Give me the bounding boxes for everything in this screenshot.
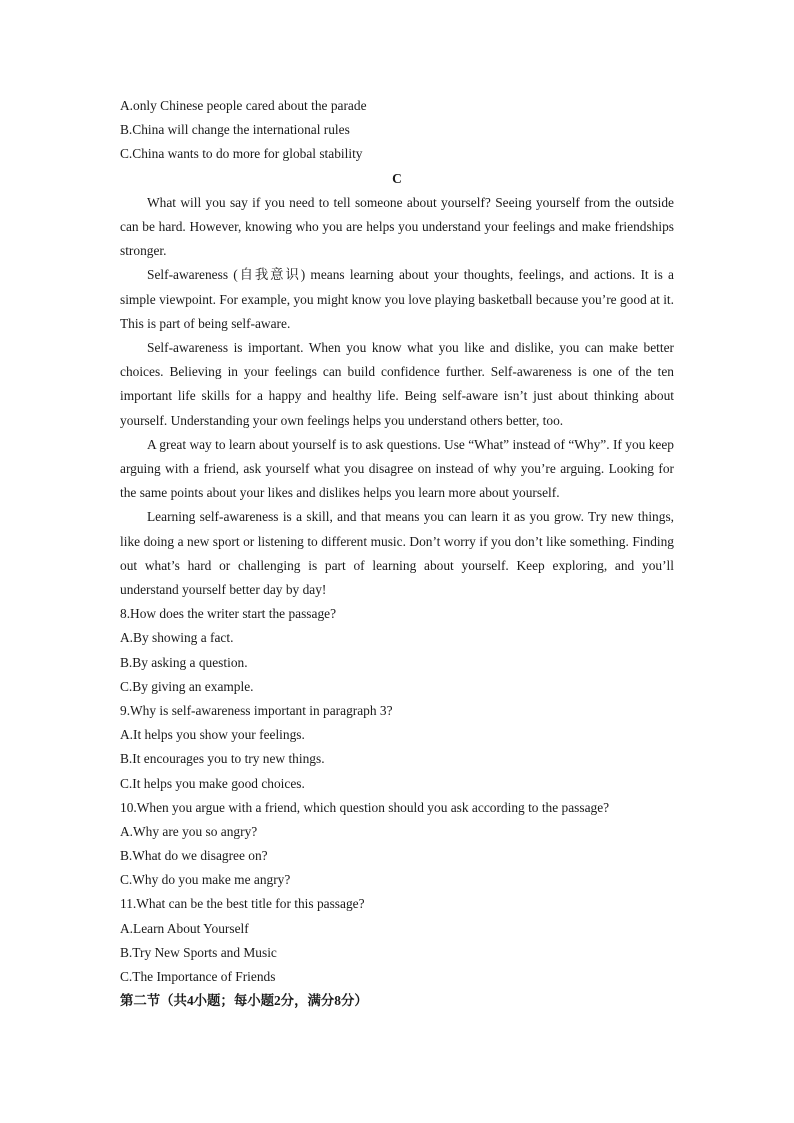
section-heading: 第二节（共4小题；每小题2分，满分8分） bbox=[120, 993, 368, 1009]
answer-option: C.It helps you make good choices. bbox=[120, 775, 305, 791]
passage-paragraph: Learning self-awareness is a skill, and that means you can learn it as you grow. Try new things, like doing a new sport or listening to different music. Don’t worry if you don’t like something. Finding out what’s hard or challenging is part of learning about yourself. Keep exploring, and you’ll understand yourself better day by day! bbox=[120, 509, 674, 597]
passage-paragraph: A great way to learn about yourself is to ask questions. Use “What” instead of “Why”. If you keep arguing with a friend, ask yourself what you disagree on instead of why you’re arguing. Looking for the same points about your likes and dislikes helps you learn more about yourself. bbox=[120, 436, 674, 501]
answer-option: A.It helps you show your feelings. bbox=[120, 727, 305, 743]
passage-label: C bbox=[392, 170, 402, 186]
passage-paragraph: Self-awareness is important. When you know what you like and dislike, you can make better choices. Believing in your feelings can build confidence further. Self-awareness is one of the ten important life skills for a happy and healthy life. Being self-aware isn’t just about thinking about yourself. Understanding your own feelings helps you understand others better, too. bbox=[120, 339, 674, 428]
answer-option: B.Try New Sports and Music bbox=[120, 944, 277, 960]
passage-paragraph: What will you say if you need to tell someone about yourself? Seeing yourself from the outside can be hard. However, knowing who you are helps you understand your feelings and make friendships stronger. bbox=[120, 194, 674, 259]
passage-paragraph: Self-awareness (自我意识) means learning about your thoughts, feelings, and actions. It is a simple viewpoint. For example, you might know you love playing basketball because you’re good at it. This is part of being self-aware. bbox=[120, 267, 674, 331]
answer-option: A.Why are you so angry? bbox=[120, 823, 258, 839]
option-line: C.China wants to do more for global stability bbox=[120, 146, 363, 162]
document-content bbox=[120, 94, 674, 1013]
answer-option: A.Learn About Yourself bbox=[120, 920, 249, 936]
answer-option: B.What do we disagree on? bbox=[120, 848, 268, 864]
question-stem: 11.What can be the best title for this passage? bbox=[120, 896, 365, 912]
question-stem: 8.How does the writer start the passage? bbox=[120, 606, 337, 622]
question-stem: 9.Why is self-awareness important in paragraph 3? bbox=[120, 702, 393, 718]
option-line: A.only Chinese people cared about the parade bbox=[120, 98, 367, 113]
answer-option: C.Why do you make me angry? bbox=[120, 872, 291, 888]
answer-option: C.By giving an example. bbox=[120, 678, 254, 694]
answer-option: B.It encourages you to try new things. bbox=[120, 751, 325, 767]
option-line: B.China will change the international rules bbox=[120, 122, 350, 138]
question-stem: 10.When you argue with a friend, which question should you ask according to the passage? bbox=[120, 799, 610, 815]
answer-option: A.By showing a fact. bbox=[120, 630, 234, 646]
answer-option: B.By asking a question. bbox=[120, 654, 248, 670]
answer-option: C.The Importance of Friends bbox=[120, 969, 276, 985]
